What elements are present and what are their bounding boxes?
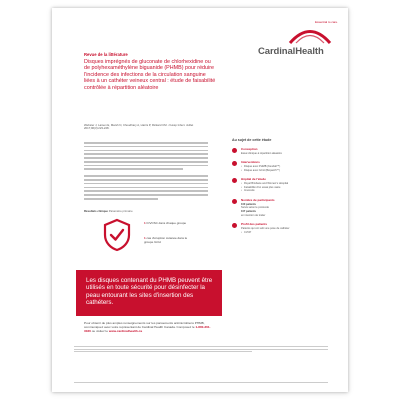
sidebar-title: Au sujet de cette étude bbox=[232, 138, 272, 142]
stat-item: 1 ICVCSC dans chaque groupe bbox=[144, 221, 187, 225]
cardinal-arc-icon bbox=[288, 26, 332, 44]
study-authors bbox=[84, 124, 212, 131]
footer-divider bbox=[74, 382, 328, 383]
hospital-icon bbox=[232, 178, 237, 183]
stat-item: 1 cas d'éruption cutanée dans le groupe GCH bbox=[144, 236, 188, 244]
references-block bbox=[74, 346, 328, 354]
patient-icon bbox=[232, 223, 237, 228]
section-label: Revue de la littérature bbox=[84, 52, 128, 57]
sidebar-section-participants: Nombre de participants 100 patients Suivis selon le protocole 107 patients en intention de traiter bbox=[232, 199, 328, 217]
brand-tagline: Essential to care. bbox=[314, 20, 338, 24]
sidebar-section-design: Conception Essai clinique à répartition aléatoire bbox=[232, 148, 328, 155]
sidebar-section-hospital: Hôpital de l'étude • Royal Brisbane and Women's Hospital • Faisabilité d'un essai plus vaste • Innocuité bbox=[232, 178, 328, 193]
contact-info: Pour obtenir de plus amples renseignements sur les pansements antimicrobiens PHMB, communiquez avec votre représentant de Cardinal Health Canada. Composez le 1-800-361-3020 ou visitez le www.cardinalhealth.ca bbox=[84, 321, 211, 333]
design-icon bbox=[232, 148, 237, 153]
cardinal-health-logo bbox=[222, 24, 338, 58]
study-title: Disques imprégnés de gluconate de chlorhexidine ou de polyhexaméthylène biguanide (PHMB) pour réduire l'incidence des infections de la circulation sanguine liées à un cathéter veineux central : étude de faisabilité contrôlée à répartition aléatoire bbox=[84, 59, 216, 91]
summary-text-block bbox=[84, 142, 208, 202]
result-label: Résultats clinique Paramètre primaire bbox=[84, 209, 133, 213]
sidebar-section-patients: Profil des patients Patients qui ont subi une pose de cathéter • CVCP bbox=[232, 223, 328, 234]
study-sidebar bbox=[232, 138, 328, 338]
shield-check-icon bbox=[102, 218, 132, 252]
phone-number: 1-800-361-3020 bbox=[84, 324, 211, 333]
participants-icon bbox=[232, 199, 237, 204]
highlight-banner: Les disques contenant du PHMB peuvent être utilisés en toute sécurité pour désinfecter la peau entourant les sites d'insertion des cathéters. bbox=[76, 270, 222, 316]
authors-text: Webster J, Larsen E, Marsh N, Choudhary A, Harris P, Rickard CM. J Hosp Infect. bbox=[84, 123, 186, 127]
website-link[interactable]: www.cardinalhealth.ca bbox=[108, 328, 143, 333]
publication-date: Juillet 2017;96(3):223-228. bbox=[84, 123, 194, 131]
document-page bbox=[52, 8, 348, 392]
intervention-icon bbox=[232, 161, 237, 166]
sidebar-section-interventions: Interventions • Disque avec PHMB (Kendall™) • Disque avec GCH (Biopatch™) bbox=[232, 161, 328, 172]
brand-name: CardinalHealth bbox=[258, 46, 324, 57]
